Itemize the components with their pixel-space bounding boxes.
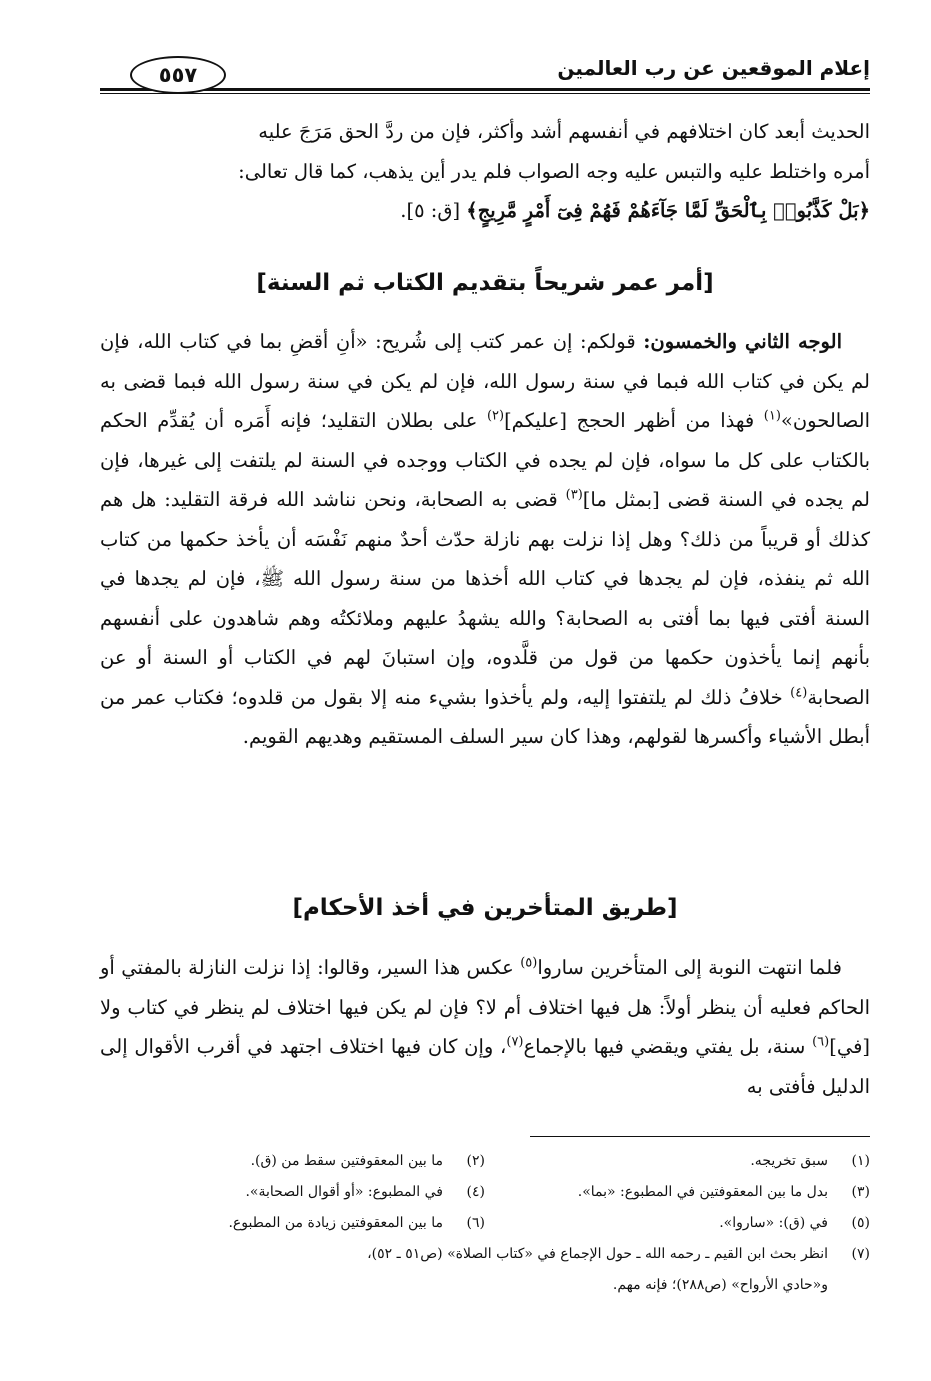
text-run: قضى به الصحابة، ونحن نناشد الله فرقة التقليد: هل هم كذلك أو قريباً من ذلك؟ وهل إذا نزلت بهم نازلة حدّث أحدٌ منهم نَفْسَه أن يأخذ حكمها من كتاب الله ثم ينفذه، فإن لم يجدها في كتاب الله أخذها من سنة رسول الله ﷺ، فإن لم يجدها في السنة أفتى فيها بما أفتى به الصحابة؟ والله يشهدُ عليهم وملائكتُه وهم شاهدون على أنفسهم بأنهم إنما يأخذون حكمها من قول من قلَّدوه، وإن استبانَ لهم في الكتاب أو السنة أو عن الصحابة [100, 488, 870, 709]
footnote-text: انظر بحث ابن القيم ـ رحمه الله ـ حول الإجماع في «كتاب الصلاة» (ص٥١ ـ ٥٢)، [367, 1246, 828, 1262]
footnote-number: (٥) [851, 1215, 870, 1231]
footnote-6 [100, 1208, 485, 1239]
footnote-3 [485, 1177, 870, 1208]
running-header [100, 48, 870, 94]
footnote-number: (٢) [466, 1153, 485, 1169]
section-heading-1: [أمر عمر شريحاً بتقديم الكتاب ثم السنة] [256, 270, 714, 296]
text-run: ، وإن كان فيها اختلاف اجتهد في أقرب الأقوال إلى الدليل فأفتى به [100, 1035, 870, 1098]
footnote-row [100, 1146, 870, 1177]
footnote-7 [100, 1239, 870, 1270]
book-title: إعلام الموقعين عن رب العالمين [557, 56, 870, 80]
text-run: على بطلان التقليد؛ فإنه أَمَره أن يُقدِّم الحكم بالكتاب على كل ما سواه، فإن لم يجده في الكتاب ووجده في السنة لم يلتفت إلى غيرها، فإن لم يجده في السنة قضى [بمثل ما] [100, 409, 871, 511]
footnote-number: (٤) [466, 1184, 485, 1200]
lead-phrase: الوجه الثاني والخمسون: [643, 330, 842, 353]
text-run: خلافُ ذلك لم يلتفتوا إليه، ولم يأخذوا بشيء منه إلا بقول من قلدوه؛ فكتاب عمر من أبطل الأشياء وأكسرها لقولهم، وهذا كان سير السلف المستقيم وهديهم القويم. [100, 685, 870, 748]
footnote-marker: (٦) [812, 1034, 830, 1050]
footnote-1 [485, 1146, 870, 1177]
text-run: فهذا من أظهر الحجج [عليكم] [504, 409, 764, 432]
intro-line-1: الحديث أبعد كان اختلافهم في أنفسهم أشد وأكثر، فإن من ردَّ الحق مَرَجَ عليه [258, 120, 870, 143]
page-number: ٥٥٧ [130, 56, 226, 94]
footnote-text: و«حادي الأرواح» (ص٢٨٨)؛ فإنه مهم. [612, 1277, 828, 1293]
text-run: عكس هذا السير، وقالوا: إذا نزلت النازلة بالمفتي أو الحاكم فعليه أن ينظر أولاً: هل فيها اختلاف أم لا؟ فإن لم يكن فيها اختلاف لم ينظر في كتاب ولا [في] [100, 956, 871, 1058]
footnote-text: بدل ما بين المعقوفتين في المطبوع: «بما». [577, 1184, 828, 1200]
header-rule [100, 88, 870, 91]
section-1-paragraph [100, 322, 870, 757]
footnote-text: ما بين المعقوفتين سقط من (ق). [250, 1153, 443, 1169]
footnote-number: (٣) [851, 1184, 870, 1200]
intro-line-2: أمره واختلط عليه والتبس عليه وجه الصواب فلم يدر أين يذهب، كما قال تعالى: [238, 159, 870, 183]
footnote-marker: (٤) [790, 685, 808, 700]
footnote-7-continuation [100, 1270, 870, 1301]
footnote-text: سبق تخريجه. [750, 1153, 828, 1169]
quran-reference: [ق: ٥]. [400, 199, 461, 222]
footnote-number: (٦) [466, 1215, 485, 1231]
footnote-marker: (١) [763, 408, 781, 424]
footnote-2 [100, 1146, 485, 1177]
footnote-marker: (٣) [565, 487, 583, 503]
quran-verse: ﴿بَلْ كَذَّبُوا۟ بِٱلْحَقِّ لَمَّا جَآءَهُمْ فَهُمْ فِىٓ أَمْرٍ مَّرِيجٍ﴾ [466, 199, 870, 222]
footnote-number: (٧) [851, 1246, 870, 1262]
section-2-text [100, 948, 870, 1106]
intro-line-3 [100, 191, 870, 231]
footnote-row [100, 1208, 870, 1239]
footnote-number: (١) [851, 1153, 870, 1169]
text-run: قولكم: إن عمر كتب إلى شُريح: «أنِ أقضِ بما في كتاب الله، فإن لم يكن في كتاب الله فبما في سنة رسول الله، فإن لم يكن في سنة رسول الله فبما قضى به الصالحون» [100, 330, 870, 432]
footnote-text: ما بين المعقوفتين زيادة من المطبوع. [228, 1215, 443, 1231]
section-heading-2: [طريق المتأخرين في أخذ الأحكام] [292, 895, 678, 921]
footnote-text: في المطبوع: «أو أقوال الصحابة». [245, 1184, 443, 1200]
footnote-text: في (ق): «ساروا». [719, 1215, 828, 1231]
footnote-row [100, 1177, 870, 1208]
footnote-7-line-1 [100, 1239, 870, 1270]
text-run: سنة، بل يفتي ويقضي فيها بالإجماع [523, 1035, 813, 1058]
section-1-text [100, 322, 870, 757]
footnote-marker: (٥) [520, 955, 538, 971]
section-2-paragraph [100, 948, 870, 1106]
footnotes [100, 1146, 870, 1301]
text-run: فلما انتهت النوبة إلى المتأخرين ساروا [537, 956, 842, 979]
intro-paragraph [100, 112, 870, 231]
header-rule-thin [100, 93, 870, 94]
footnote-separator [530, 1136, 870, 1137]
footnote-marker: (٧) [506, 1034, 524, 1050]
footnote-5 [485, 1208, 870, 1239]
footnote-marker: (٢) [486, 408, 505, 424]
footnote-4 [100, 1177, 485, 1208]
